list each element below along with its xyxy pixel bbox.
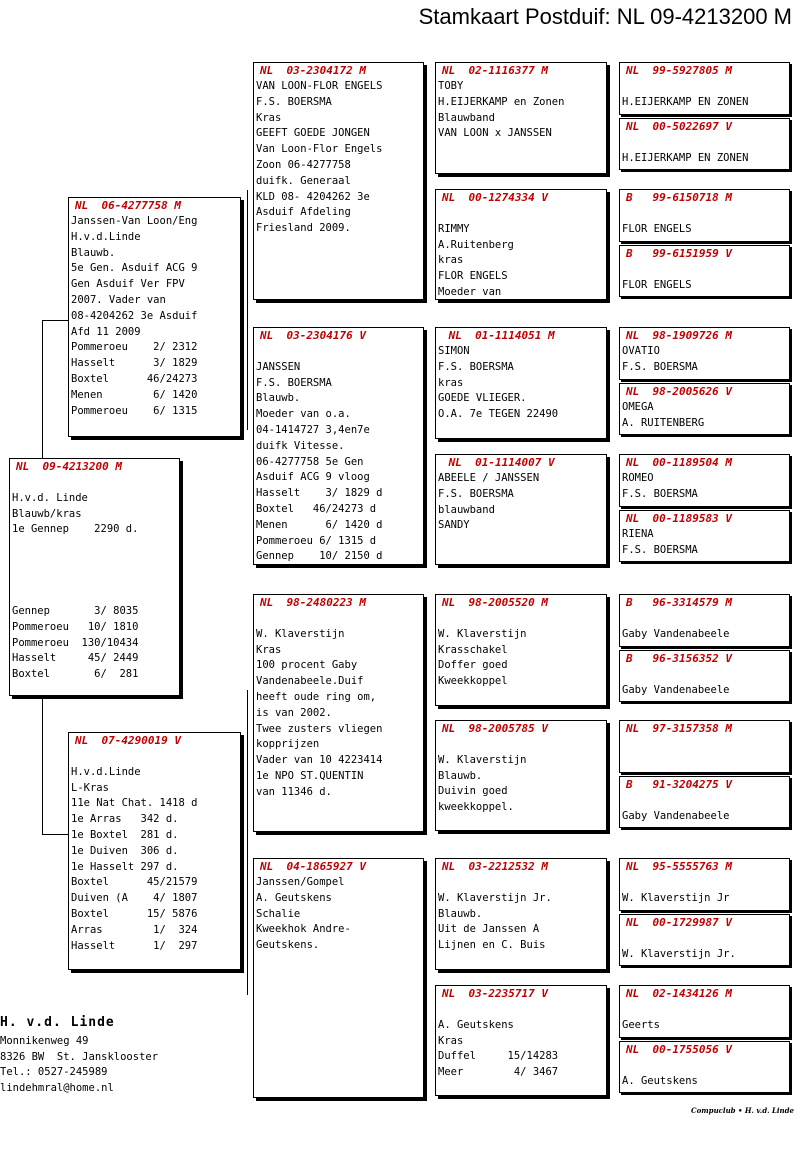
ring-number: NL 95-5555763 M xyxy=(626,860,732,873)
card-line: 1e Boxtel 281 d. xyxy=(71,828,179,841)
ring-number: B 99-6151959 V xyxy=(626,247,732,260)
card-line: O.A. 7e TEGEN 22490 xyxy=(438,408,559,421)
card-line: kras xyxy=(438,254,464,267)
card-line: A. Geutskens xyxy=(256,891,332,904)
card-line: Gaby Vandenabeele xyxy=(622,684,730,696)
owner-phone: Tel.: 0527-245989 xyxy=(0,1066,108,1078)
page-title: Stamkaart Postduif: NL 09-4213200 M xyxy=(418,4,792,29)
connector xyxy=(42,320,43,460)
card-line: TOBY xyxy=(438,80,464,92)
card-line: ROMEO xyxy=(622,472,654,484)
ring-number: NL 02-1434126 M xyxy=(626,987,732,1000)
card-line: VAN LOON-FLOR ENGELS xyxy=(256,80,383,92)
card-line: Kras xyxy=(256,111,282,124)
card-notes xyxy=(436,736,606,816)
card-line xyxy=(438,611,606,627)
owner-block xyxy=(0,1015,158,1096)
ring-number: NL 98-2005626 V xyxy=(626,385,732,398)
card-line: Vader van 10 4223414 xyxy=(256,754,383,767)
card-line: Hasselt 45/ 2449 xyxy=(12,652,139,665)
pedigree-card-dam xyxy=(68,732,241,970)
card-line: kweekkoppel. xyxy=(438,801,514,814)
card-line: KLD 08- 4204262 3e xyxy=(256,190,370,203)
card-line: Moeder van xyxy=(438,285,502,298)
card-notes xyxy=(10,474,179,538)
pedigree-card-sds xyxy=(435,327,607,439)
ring-number: NL 97-3157358 M xyxy=(626,722,732,735)
card-line: Pommeroeu 6/ 1315 d xyxy=(256,534,377,547)
card-line: JANSSEN xyxy=(256,360,301,373)
card-line: Gen Asduif Ver FPV xyxy=(71,278,185,291)
card-line: Van Loon-Flor Engels xyxy=(256,143,383,156)
card-line: kras xyxy=(438,376,464,389)
ring-number: NL 98-2005520 M xyxy=(442,596,548,609)
card-line: Blauwb/kras xyxy=(12,507,82,520)
card-line: GOEDE VLIEGER. xyxy=(438,392,527,405)
pedigree-card-sss xyxy=(435,62,607,174)
pedigree-card-subject xyxy=(9,458,180,696)
card-notes xyxy=(436,78,606,142)
card-line: H.EIJERKAMP EN ZONEN xyxy=(622,96,749,108)
card-line: Hasselt 3/ 1829 xyxy=(71,357,198,370)
card-line xyxy=(256,344,423,360)
card-line: 5e Gen. Asduif ACG 9 xyxy=(71,262,198,275)
pedigree-card-sdd xyxy=(435,454,607,565)
ring-number: B 91-3204275 V xyxy=(626,778,732,791)
card-line: W. Klaverstijn xyxy=(438,753,527,766)
owner-email: lindehmral@home.nl xyxy=(0,1081,114,1094)
card-line: Friesland 2009. xyxy=(256,222,351,235)
card-line: 2007. Vader van xyxy=(71,293,166,306)
card-line: blauwband xyxy=(438,503,495,516)
card-line: 06-4277758 5e Gen xyxy=(256,455,364,468)
card-line: Boxtel 15/ 5876 xyxy=(71,907,198,920)
ring-number: NL 03-2235717 V xyxy=(442,987,548,1000)
card-line: H.EIJERKAMP en Zonen xyxy=(438,95,565,108)
card-line: Zoon 06-4277758 xyxy=(256,158,351,171)
card-line: 1e NPO ST.QUENTIN xyxy=(256,769,364,782)
card-line: Boxtel 45/21579 xyxy=(71,876,198,889)
card-line: Doffer goed xyxy=(438,659,508,672)
card-line: W. Klaverstijn Jr. xyxy=(622,948,736,960)
card-notes xyxy=(254,343,423,565)
card-line: Asduif ACG 9 vloog xyxy=(256,471,370,484)
card-line: ABEELE / JANSSEN xyxy=(438,472,540,484)
card-line: A. Geutskens xyxy=(438,1018,514,1031)
card-notes xyxy=(254,610,423,801)
card-line: duifk. Generaal xyxy=(256,174,351,187)
ring-number: B 96-3156352 V xyxy=(626,652,732,665)
card-line: 1e Gennep 2290 d. xyxy=(12,523,139,536)
pedigree-card-sire-sire xyxy=(253,62,424,300)
card-line: Duffel 15/14283 xyxy=(438,1050,559,1063)
pedigree-card-gen5 xyxy=(619,327,790,380)
card-line: 08-4204262 3e Asduif xyxy=(71,309,198,322)
pedigree-card-dds xyxy=(435,858,607,970)
ring-number: NL 03-2304176 V xyxy=(260,329,366,342)
card-notes xyxy=(436,470,606,534)
card-line: Gaby Vandenabeele xyxy=(622,628,730,640)
pedigree-card-gen5 xyxy=(619,1041,790,1093)
card-results xyxy=(12,604,179,683)
ring-number: NL 00-1189504 M xyxy=(626,456,732,469)
card-notes xyxy=(436,1001,606,1081)
card-line: Menen 6/ 1420 xyxy=(71,388,198,401)
ring-number: NL 09-4213200 M xyxy=(16,460,122,473)
card-line: Blauwb. xyxy=(438,907,483,920)
card-line: kopprijzen xyxy=(256,738,320,751)
card-line: Lijnen en C. Buis xyxy=(438,939,546,952)
card-line: OMEGA xyxy=(622,401,654,413)
card-line xyxy=(256,611,423,627)
ring-number: B 99-6150718 M xyxy=(626,191,732,204)
card-line: Boxtel 6/ 281 xyxy=(12,668,139,681)
pedigree-card-dam-dam xyxy=(253,858,424,1098)
card-line: Duiven (A 4/ 1807 xyxy=(71,892,198,905)
card-line: Hasselt 3/ 1829 d xyxy=(256,487,383,500)
card-line: Arras 1/ 324 xyxy=(71,923,198,936)
card-line: W. Klaverstijn Jr xyxy=(622,892,730,904)
card-line: Geutskens. xyxy=(256,939,320,952)
card-line: H.v.d.Linde xyxy=(71,765,141,778)
connector xyxy=(247,690,248,995)
card-line: Blauwb. xyxy=(438,769,483,782)
card-line: Gaby Vandenabeele xyxy=(622,810,730,822)
pedigree-card-gen5 xyxy=(619,914,790,966)
ring-number: B 96-3314579 M xyxy=(626,596,732,609)
ring-number: NL 01-1114051 M xyxy=(442,329,555,342)
card-line: Kweekhok Andre- xyxy=(256,923,351,936)
card-line: W. Klaverstijn xyxy=(256,627,345,640)
card-line: Pommeroeu 130/10434 xyxy=(12,636,139,649)
card-line: 1e Hasselt 297 d. xyxy=(71,860,179,873)
owner-address: Monnikenweg 49 xyxy=(0,1035,89,1047)
ring-number: NL 00-5022697 V xyxy=(626,120,732,133)
card-line: L-Kras xyxy=(71,781,109,794)
card-line: duifk Vitesse. xyxy=(256,439,345,452)
card-line: F.S. BOERSMA xyxy=(256,95,332,108)
ring-number: NL 98-2005785 V xyxy=(442,722,548,735)
card-line: Kweekkoppel xyxy=(438,675,508,688)
card-line: heeft oude ring om, xyxy=(256,690,377,703)
card-line: Gennep 10/ 2150 d xyxy=(256,550,383,563)
card-line: Krasschakel xyxy=(438,643,508,656)
card-line: A.Ruitenberg xyxy=(438,238,514,251)
card-line: VAN LOON x JANSSEN xyxy=(438,127,552,140)
card-line: Pommeroeu 10/ 1810 xyxy=(12,620,139,633)
pedigree-card-gen5 xyxy=(619,454,790,507)
card-notes xyxy=(436,874,606,954)
card-line: Blauwb. xyxy=(256,392,301,405)
card-notes xyxy=(69,748,240,954)
card-line: Menen 6/ 1420 d xyxy=(256,518,383,531)
card-line: H.v.d. Linde xyxy=(12,491,88,504)
card-line: Schalie xyxy=(256,907,301,920)
card-line: F.S. BOERSMA xyxy=(438,487,514,500)
card-line: RIMMY xyxy=(438,222,470,235)
pedigree-card-ddd xyxy=(435,985,607,1096)
connector xyxy=(42,697,43,834)
card-line: Kras xyxy=(438,1034,464,1047)
card-line: Pommeroeu 6/ 1315 xyxy=(71,404,198,417)
ring-number: NL 98-1909726 M xyxy=(626,329,732,342)
card-line: Boxtel 46/24273 d xyxy=(256,502,377,515)
connector xyxy=(42,834,69,835)
card-line: F.S. BOERSMA xyxy=(622,360,698,373)
card-line: A. RUITENBERG xyxy=(622,416,705,429)
card-line: W. Klaverstijn xyxy=(438,627,527,640)
ring-number: NL 07-4290019 V xyxy=(75,734,181,747)
card-line: F.S. BOERSMA xyxy=(622,543,698,556)
card-line: H.EIJERKAMP EN ZONEN xyxy=(622,152,749,164)
card-line: van 11346 d. xyxy=(256,785,332,798)
card-line: Asduif Afdeling xyxy=(256,206,351,219)
card-line: Meer 4/ 3467 xyxy=(438,1066,559,1079)
pedigree-card-gen5 xyxy=(619,62,790,115)
card-line xyxy=(438,206,606,222)
card-line: SANDY xyxy=(438,519,470,532)
pedigree-card-gen5 xyxy=(619,245,790,297)
card-line: Uit de Janssen A xyxy=(438,923,540,936)
ring-number: NL 99-5927805 M xyxy=(626,64,732,77)
card-notes xyxy=(436,343,606,423)
card-line xyxy=(622,753,789,769)
pedigree-card-sire xyxy=(68,197,241,437)
ring-number: NL 00-1189583 V xyxy=(626,512,732,525)
card-notes xyxy=(436,205,606,300)
ring-number: NL 03-2304172 M xyxy=(260,64,366,77)
pedigree-card-gen5 xyxy=(619,985,790,1038)
ring-number: NL 98-2480223 M xyxy=(260,596,366,609)
pedigree-card-gen5 xyxy=(619,858,790,911)
card-line: Kras xyxy=(256,643,282,656)
ring-number: NL 00-1274334 V xyxy=(442,191,548,204)
card-line: Pommeroeu 2/ 2312 xyxy=(71,341,198,354)
card-line: 1e Arras 342 d. xyxy=(71,813,179,826)
card-line: Janssen-Van Loon/Eng xyxy=(71,215,198,227)
pedigree-card-dsd xyxy=(435,720,607,831)
card-line: Janssen/Gompel xyxy=(256,876,345,888)
footer-credit: Compuclub • H. v.d. Linde xyxy=(691,1106,794,1115)
card-line: F.S. BOERSMA xyxy=(438,360,514,373)
card-line: A. Geutskens xyxy=(622,1075,698,1087)
card-line: FLOR ENGELS xyxy=(622,279,692,291)
card-line: 100 procent Gaby xyxy=(256,659,358,672)
pedigree-card-gen5 xyxy=(619,650,790,702)
pedigree-card-dss xyxy=(435,594,607,706)
connector xyxy=(42,320,69,321)
pedigree-card-gen5 xyxy=(619,118,790,170)
card-line: Moeder van o.a. xyxy=(256,408,351,421)
card-line xyxy=(438,737,606,753)
card-notes xyxy=(69,213,240,419)
owner-name: H. v.d. Linde xyxy=(0,1015,115,1030)
card-line: FLOR ENGELS xyxy=(438,270,508,283)
pedigree-card-gen5 xyxy=(619,594,790,647)
card-line: F.S. BOERSMA xyxy=(256,376,332,389)
card-line xyxy=(438,1002,606,1018)
card-notes xyxy=(254,78,423,237)
card-line: Blauwb. xyxy=(71,246,116,259)
card-line: 1e Duiven 306 d. xyxy=(71,844,179,857)
card-line: SIMON xyxy=(438,345,470,357)
card-line: is van 2002. xyxy=(256,706,332,719)
pedigree-card-gen5 xyxy=(619,383,790,435)
ring-number: NL 00-1755056 V xyxy=(626,1043,732,1056)
card-line: Geerts xyxy=(622,1019,660,1031)
card-line: RIENA xyxy=(622,528,654,540)
card-line xyxy=(71,749,240,765)
ring-number: NL 03-2212532 M xyxy=(442,860,548,873)
card-notes xyxy=(254,874,423,954)
ring-number: NL 01-1114007 V xyxy=(442,456,555,469)
card-line xyxy=(438,875,606,891)
ring-number: NL 00-1729987 V xyxy=(626,916,732,929)
card-notes xyxy=(436,610,606,690)
card-line: F.S. BOERSMA xyxy=(622,487,698,500)
pedigree-card-ssd xyxy=(435,189,607,300)
card-line: GEEFT GOEDE JONGEN xyxy=(256,127,370,140)
card-line: 11e Nat Chat. 1418 d xyxy=(71,797,198,810)
card-line: Hasselt 1/ 297 xyxy=(71,939,198,952)
card-line: 04-1414727 3,4en7e xyxy=(256,423,370,436)
card-line: Duivin goed xyxy=(438,785,508,798)
card-line xyxy=(12,475,179,491)
card-line: Gennep 3/ 8035 xyxy=(12,605,139,617)
pedigree-card-gen5 xyxy=(619,776,790,828)
card-line: Blauwband xyxy=(438,111,495,124)
pedigree-card-gen5 xyxy=(619,510,790,562)
connector xyxy=(247,190,248,430)
card-line: Vandenabeele.Duif xyxy=(256,675,364,688)
card-line: H.v.d.Linde xyxy=(71,230,141,243)
pedigree-card-gen5 xyxy=(619,720,790,773)
card-line: Afd 11 2009 xyxy=(71,325,141,338)
ring-number: NL 04-1865927 V xyxy=(260,860,366,873)
card-line: W. Klaverstijn Jr. xyxy=(438,891,552,904)
card-line: Twee zusters vliegen xyxy=(256,722,383,735)
pedigree-card-dam-sire xyxy=(253,594,424,832)
pedigree-card-sire-dam xyxy=(253,327,424,565)
card-line: FLOR ENGELS xyxy=(622,223,692,235)
ring-number: NL 02-1116377 M xyxy=(442,64,548,77)
card-line: Boxtel 46/24273 xyxy=(71,372,198,385)
owner-city: 8326 BW St. Jansklooster xyxy=(0,1050,159,1063)
ring-number: NL 06-4277758 M xyxy=(75,199,181,212)
card-line: OVATIO xyxy=(622,345,660,357)
pedigree-card-gen5 xyxy=(619,189,790,242)
